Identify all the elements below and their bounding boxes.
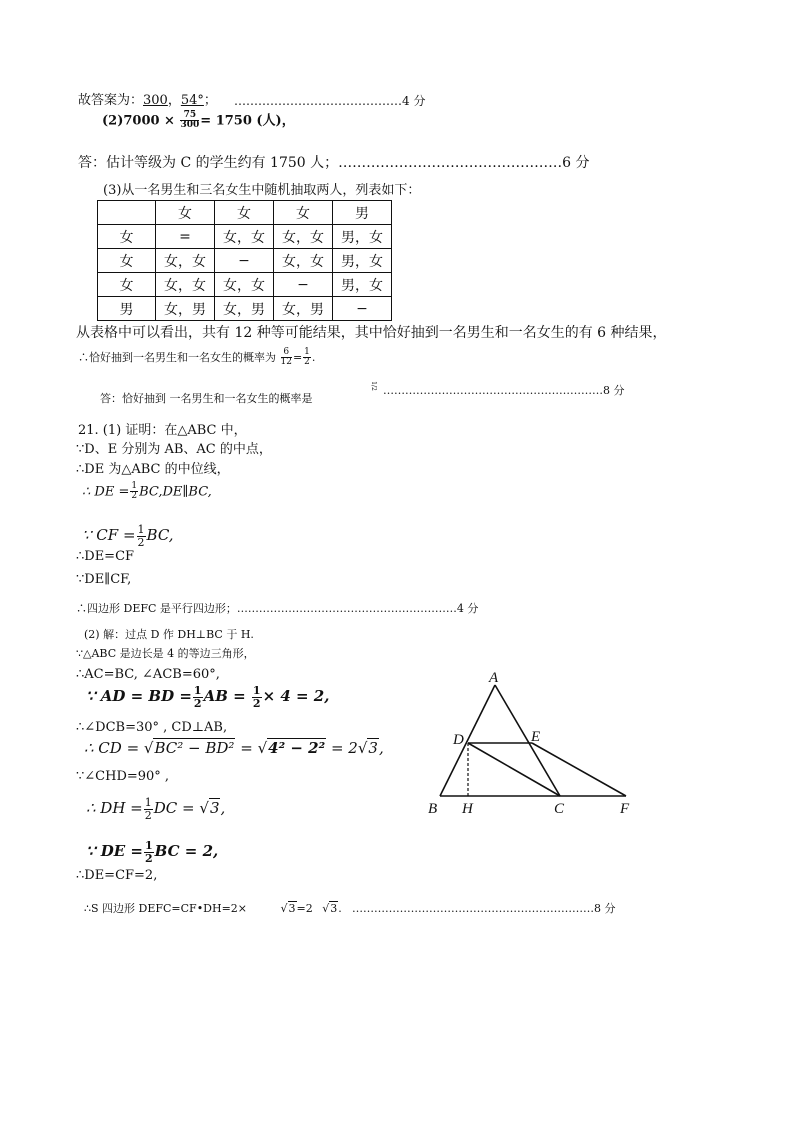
line4-frac-den: 2 [131, 491, 138, 502]
table-cell: 男，女 [333, 273, 392, 297]
line17-frac-num: 1 [145, 839, 153, 852]
line12-suffix: × 4 = 2, [262, 687, 330, 706]
prob-frac2-num: 1 [304, 347, 310, 357]
part20-line2 [102, 111, 295, 131]
q21-line12 [86, 685, 329, 709]
table-row [98, 249, 392, 273]
score-8-part20: ……………………………………………………8 分 [383, 384, 625, 397]
table-cell: 男 [98, 297, 156, 321]
table-row [98, 201, 392, 225]
q21-line16: ∴ DH = $\frac{1}{2}$ DC = √3, [86, 796, 226, 822]
line17-frac-den: 2 [145, 851, 153, 865]
q21-line2: ∵D、E 分别为 AB、AC 的中点， [76, 442, 272, 457]
line5-frac-den: 2 [137, 535, 145, 549]
prob-frac1-den: 12 [280, 357, 292, 368]
line12-prefix: ∵ AD = BD = [86, 687, 192, 706]
table-cell: 女 [98, 225, 156, 249]
probability-prefix: ∴恰好抽到一名男生和一名女生的概率为 [78, 350, 276, 364]
score-8-part21: …………………………………………………………8 分 [352, 902, 616, 915]
table-row [98, 225, 392, 249]
table-cell: = [156, 225, 215, 249]
line2-suffix: = 1750 (人)， [200, 113, 295, 129]
probability-fraction-2 [303, 348, 311, 368]
q21-line9: (2) 解：过点 D 作 DH⊥BC 于 H. [84, 628, 254, 641]
label-e: E [531, 729, 541, 745]
q21-line5 [82, 524, 174, 548]
label-d: D [453, 732, 464, 748]
probability-end: . [311, 350, 316, 364]
side-ac [495, 685, 560, 796]
table-cell: 女，女 [215, 273, 274, 297]
line19-sqrt-2: √3 [322, 902, 338, 915]
prob-frac1-num: 6 [281, 348, 292, 358]
q21-line1: 21. (1) 证明：在△ABC 中， [78, 423, 247, 438]
q21-line11: ∴AC=BC, ∠ACB=60°, [76, 667, 220, 682]
line4-prefix: ∴ DE = [82, 484, 130, 500]
line17-suffix: BC = 2, [154, 842, 219, 861]
triangle-figure [420, 668, 640, 818]
outcome-table [97, 200, 392, 321]
line14-radical-2: 4² − 2² [268, 739, 326, 757]
probability-fraction-1 [281, 348, 292, 368]
part3-intro: (3)从一名男生和三名女生中随机抽取两人，列表如下： [103, 183, 421, 198]
probability-equals: = [292, 350, 303, 364]
q21-line4 [82, 482, 212, 502]
line5-fraction [137, 524, 146, 548]
q21-line3: ∴DE 为△ABC 的中位线， [76, 462, 230, 477]
answer-semicolon: ； [203, 93, 217, 108]
line19-equals: =2 [296, 902, 313, 915]
line16-end: , [220, 799, 226, 818]
table-cell: 女 [98, 249, 156, 273]
line2-prefix: (2)7000 × [102, 113, 175, 129]
line12-fraction-1 [193, 685, 203, 709]
label-f: F [620, 801, 630, 817]
answer-3-fraction: 1/2 [369, 381, 377, 391]
table-cell: 女，女 [215, 225, 274, 249]
line2-fraction [180, 111, 199, 131]
table-cell: 女，女 [156, 273, 215, 297]
table-cell: 男 [333, 201, 392, 225]
label-b: B [428, 801, 438, 817]
q21-line15: ∵∠CHD=90° , [76, 769, 170, 784]
q21-line18: ∴DE=CF=2, [76, 868, 158, 883]
table-cell: 女，男 [274, 297, 333, 321]
line5-prefix: ∵ CF = [82, 526, 136, 545]
label-c: C [554, 801, 565, 817]
line14-end: , [378, 739, 384, 757]
table-cell: − [215, 249, 274, 273]
q21-line19 [84, 903, 342, 914]
estimate-line: 答：估计等级为 C 的学生约有 1750 人；…………………………………………6 分 [78, 155, 590, 171]
label-h: H [462, 801, 473, 817]
line12-frac2-num: 1 [252, 684, 261, 697]
line14-equals: = [240, 739, 253, 757]
prob-frac2-den: 2 [304, 357, 310, 368]
line16-prefix: ∴ DH = [86, 799, 143, 818]
table-cell: 女 [156, 201, 215, 225]
q21-line17 [86, 840, 218, 864]
line2-frac-den: 300 [180, 120, 200, 131]
line12-frac2-den: 2 [252, 696, 261, 710]
line12-frac1-den: 2 [193, 696, 202, 710]
table-cell: 女 [215, 201, 274, 225]
table-cell: 女 [98, 273, 156, 297]
answer-line [78, 94, 217, 107]
q21-line8: ∴四边形 DEFC 是平行四边形；……………………………………………………4 分 [76, 602, 479, 615]
score-4-part20: ……………………………………4 分 [234, 94, 426, 108]
line19-sqrt-1: √3 [280, 902, 296, 915]
table-cell: − [333, 297, 392, 321]
line16-fraction [144, 797, 153, 821]
q21-line10: ∵△ABC 是边长是 4 的等边三角形， [76, 647, 255, 660]
line17-prefix: ∵ DE = [86, 842, 143, 861]
answer-value-1: 300 [143, 93, 168, 108]
line16-radical: 3 [209, 799, 220, 818]
q21-line6: ∴DE=CF [76, 549, 135, 564]
line17-fraction [144, 840, 154, 864]
line19-radical-2: 3 [330, 902, 338, 915]
table-cell: 男，女 [333, 225, 392, 249]
q21-line13: ∴∠DCB=30° , CD⊥AB, [76, 720, 228, 735]
q21-line14: ∴ CD = √BC² − BD² = √4² − 2² = 2√3, [84, 739, 384, 757]
probability-line [78, 348, 315, 368]
line16-frac-den: 2 [144, 808, 152, 822]
line16-middle: DC = [153, 799, 195, 818]
table-cell: 女 [274, 201, 333, 225]
line4-frac-num: 1 [131, 481, 138, 491]
table-cell [98, 201, 156, 225]
line14-radical-1: BC² − BD² [154, 739, 235, 757]
answer-value-2: 54° [180, 93, 204, 108]
table-cell: 男，女 [333, 249, 392, 273]
line12-fraction-2 [252, 685, 262, 709]
table-cell: − [274, 273, 333, 297]
line14-result: = 2 [330, 739, 358, 757]
line19-prefix: ∴S 四边形 DEFC=CF•DH=2× [84, 902, 248, 915]
line19-end: . [338, 902, 342, 915]
table-row [98, 297, 392, 321]
line14-radical-3: 3 [368, 739, 378, 757]
line5-frac-num: 1 [137, 523, 145, 536]
table-cell: 女，男 [215, 297, 274, 321]
answer-3: 答：恰好抽到 一名男生和一名女生的概率是 [100, 392, 313, 405]
line12-middle: AB = [203, 687, 246, 706]
line16-frac-num: 1 [144, 796, 152, 809]
table-row [98, 273, 392, 297]
answer-prefix: 故答案为： [78, 93, 144, 108]
line2-frac-num: 75 [180, 111, 199, 121]
line4-suffix: BC,DE∥BC, [139, 484, 212, 500]
table-summary: 从表格中可以看出，共有 12 种等可能结果，其中恰好抽到一名男生和一名女生的有 6 种结果， [76, 325, 667, 341]
line19-radical-1: 3 [288, 902, 296, 915]
q21-line7: ∵DE∥CF, [76, 572, 132, 587]
answer-separator: ， [167, 93, 181, 108]
table-cell: 女，女 [274, 249, 333, 273]
table-cell: 女，女 [274, 225, 333, 249]
line12-frac1-num: 1 [193, 684, 202, 697]
table-cell: 女，女 [156, 249, 215, 273]
label-a: A [489, 670, 499, 686]
line4-fraction [130, 482, 138, 502]
line14-prefix: ∴ CD = [84, 739, 140, 757]
line5-suffix: BC, [146, 526, 174, 545]
table-cell: 女，男 [156, 297, 215, 321]
